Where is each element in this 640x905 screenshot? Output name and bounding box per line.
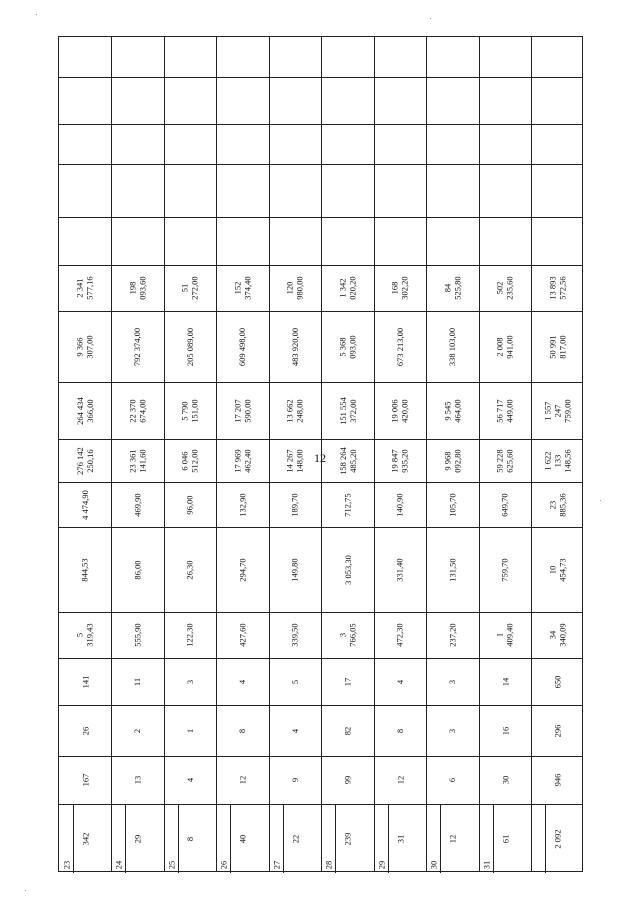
- value-text: 759,70: [500, 557, 510, 582]
- value-text: 23 361 141,60: [127, 448, 148, 473]
- value-text: 82: [342, 726, 353, 735]
- value-text: 294,70: [237, 557, 248, 582]
- value-text: 6 046 512,00: [180, 448, 200, 473]
- value-text: 99: [342, 775, 353, 785]
- table-cell-c9: [479, 382, 531, 439]
- value-text: 11: [132, 677, 143, 686]
- number-divider: [283, 804, 284, 873]
- row-number: [531, 857, 545, 873]
- row-number: [269, 857, 283, 873]
- table-cell-c7: [269, 482, 321, 527]
- table-cell-c8: [269, 439, 321, 482]
- value-text: 3: [447, 728, 458, 733]
- row-number-text: 23: [61, 860, 71, 870]
- table-cell-c6: [269, 527, 321, 612]
- table-cell-c3: [321, 705, 374, 756]
- value-text: 31: [395, 834, 405, 843]
- table-cell-c2: [216, 756, 269, 804]
- number-divider: [73, 804, 74, 873]
- value-text: 9 366 307,00: [75, 334, 95, 359]
- value-text: 122,30: [185, 623, 195, 647]
- row-number-text: 25: [166, 860, 176, 870]
- value-text: 5 790 151,00: [180, 398, 200, 423]
- table-cell-c4: [164, 658, 216, 705]
- value-text: 673 213,00: [395, 327, 405, 366]
- table-cell-c7: [426, 482, 479, 527]
- table-cell-c3: [531, 705, 584, 756]
- table-cell-c11: [216, 265, 269, 311]
- number-divider: [178, 804, 179, 873]
- value-text: 40: [237, 834, 248, 843]
- value-text: 86,00: [132, 559, 143, 580]
- table-cell-c8: [374, 439, 426, 482]
- table-cell-c4: [479, 658, 531, 705]
- table-cell-c11: [321, 265, 374, 311]
- value-text: 140,90: [395, 492, 405, 517]
- table-cell-c7: [59, 482, 111, 527]
- value-text: 4: [290, 728, 300, 733]
- value-text: 14 267 148,00: [285, 448, 305, 473]
- table-cell-c7: [374, 482, 426, 527]
- table-cell-c11: [426, 265, 479, 311]
- value-text: 342: [80, 832, 90, 845]
- row-number-text: 30: [428, 860, 438, 870]
- table-cell-c9: [164, 382, 216, 439]
- table-cell-c2: [164, 756, 216, 804]
- value-text: 8: [185, 836, 195, 841]
- value-text: 84 525,80: [442, 276, 463, 300]
- table-cell-c4: [269, 658, 321, 705]
- value-text: 9 968 092,80: [442, 448, 463, 473]
- value-text: 151 554 372,00: [337, 396, 358, 425]
- page-number-text: 12: [314, 451, 326, 465]
- value-text: 17 207 590,00: [232, 398, 253, 423]
- table-cell-c2: [59, 756, 111, 804]
- table-cell-c4: [426, 658, 479, 705]
- table-cell-c6: [164, 527, 216, 612]
- table-cell-c9: [426, 382, 479, 439]
- table-cell-c5: [111, 612, 164, 658]
- row-number-text: 29: [376, 860, 386, 870]
- value-text: 2 092: [552, 828, 563, 849]
- table-cell-c6: [111, 527, 164, 612]
- table-cell-c5: [164, 612, 216, 658]
- table-cell-c3: [374, 705, 426, 756]
- table-cell-c8: [426, 439, 479, 482]
- table-cell-c5: [321, 612, 374, 658]
- row-number: [374, 857, 388, 873]
- value-text: 205 089,00: [185, 327, 195, 366]
- table-cell-c6: [531, 527, 584, 612]
- table-cell-c3: [164, 705, 216, 756]
- value-text: 120 980,00: [285, 276, 305, 300]
- table-cell-c3: [479, 705, 531, 756]
- value-text: 17 969 462,40: [232, 448, 253, 473]
- value-text: 296: [552, 724, 563, 737]
- table-cell-c2: [426, 756, 479, 804]
- table-cell-c9: [269, 382, 321, 439]
- value-text: 12: [237, 775, 248, 785]
- value-text: 152 374,40: [232, 276, 253, 300]
- table-cell-c2: [321, 756, 374, 804]
- value-text: 23 885,36: [547, 492, 568, 517]
- value-text: 469,90: [132, 492, 143, 517]
- value-text: 34 340,09: [547, 623, 568, 647]
- table-cell-c10: [479, 311, 531, 382]
- value-text: 946: [552, 773, 563, 787]
- value-text: 237,20: [447, 623, 458, 647]
- table-cell-c6: [59, 527, 111, 612]
- value-text: 3: [447, 679, 458, 684]
- row-number: [111, 857, 125, 873]
- table-cell-c5: [59, 612, 111, 658]
- table-cell-c8: [479, 439, 531, 482]
- value-text: 1 409,40: [495, 623, 515, 647]
- table-cell-c10: [269, 311, 321, 382]
- number-divider: [545, 804, 546, 873]
- value-text: 2 008 941,00: [495, 334, 515, 359]
- value-text: 650: [552, 675, 563, 688]
- value-text: 339,50: [290, 623, 300, 647]
- table-cell-c4: [374, 658, 426, 705]
- row-number-text: 28: [323, 860, 333, 870]
- table-cell-c5: [426, 612, 479, 658]
- row-number-text: 27: [271, 860, 281, 870]
- value-text: 609 498,00: [237, 327, 248, 366]
- table-cell-c11: [59, 265, 111, 311]
- table-cell-c5: [269, 612, 321, 658]
- table-cell-c9: [111, 382, 164, 439]
- table-cell-c5: [216, 612, 269, 658]
- table-cell-c3: [111, 705, 164, 756]
- value-text: 9: [290, 777, 300, 783]
- table-cell-c8: [59, 439, 111, 482]
- number-divider: [440, 804, 441, 873]
- value-text: 10 454,73: [547, 557, 568, 582]
- value-text: 3 766,05: [337, 623, 358, 647]
- table-cell-c2: [111, 756, 164, 804]
- value-text: 149,80: [290, 557, 300, 582]
- value-text: 239: [342, 832, 353, 845]
- table-cell-c5: [374, 612, 426, 658]
- value-text: 4 474,90: [80, 489, 90, 520]
- table-cell-c7: [216, 482, 269, 527]
- value-text: 555,90: [132, 623, 143, 647]
- table-cell-c7: [164, 482, 216, 527]
- table-cell-c2: [374, 756, 426, 804]
- value-text: 26: [80, 726, 90, 735]
- table-cell-c10: [374, 311, 426, 382]
- table-cell-c9: [374, 382, 426, 439]
- value-text: 502 235,60: [495, 276, 515, 300]
- table-cell-c8: [321, 439, 374, 482]
- table-cell-c11: [479, 265, 531, 311]
- table-cell-c9: [59, 382, 111, 439]
- table-cell-c5: [479, 612, 531, 658]
- table-cell-c9: [216, 382, 269, 439]
- value-text: 50 991 817,00: [547, 334, 568, 359]
- value-text: 264 434 366,00: [75, 396, 95, 425]
- value-text: 105,70: [447, 492, 458, 517]
- value-text: 4: [185, 777, 195, 783]
- value-text: 96,00: [185, 494, 195, 515]
- value-text: 12: [395, 775, 405, 785]
- value-text: 649,70: [500, 492, 510, 517]
- value-text: 19 006 420,00: [390, 398, 410, 423]
- table-cell-c4: [59, 658, 111, 705]
- number-divider: [388, 804, 389, 873]
- value-text: 331,40: [395, 557, 405, 582]
- value-text: 5 319,43: [75, 623, 95, 647]
- value-text: 14: [500, 677, 510, 686]
- value-text: 472,30: [395, 623, 405, 647]
- value-text: 19 847 935,20: [390, 448, 410, 473]
- value-text: 6: [447, 777, 458, 783]
- row-number: [426, 857, 440, 873]
- table-cell-c10: [111, 311, 164, 382]
- table-cell-c9: [321, 382, 374, 439]
- value-text: 61: [500, 834, 510, 843]
- number-divider: [493, 804, 494, 873]
- number-divider: [335, 804, 336, 873]
- value-text: 1 557 247 759,00: [542, 398, 573, 423]
- table-cell-c7: [531, 482, 584, 527]
- table-cell-c9: [531, 382, 584, 439]
- table-cell-c8: [164, 439, 216, 482]
- value-text: 2 341 577,16: [75, 276, 95, 300]
- row-number-text: 31: [481, 860, 491, 870]
- number-divider: [125, 804, 126, 873]
- table-cell-c11: [374, 265, 426, 311]
- table-cell-c7: [321, 482, 374, 527]
- value-text: 792 374,00: [132, 327, 143, 366]
- value-text: 3: [185, 679, 195, 684]
- value-text: 51 272,00: [180, 276, 200, 300]
- table-cell-c3: [216, 705, 269, 756]
- table-cell-c10: [426, 311, 479, 382]
- value-text: 29: [132, 834, 143, 843]
- value-text: 132,90: [237, 492, 248, 517]
- table-cell-c3: [269, 705, 321, 756]
- value-text: 141: [80, 675, 90, 688]
- value-text: 168 302,20: [390, 276, 410, 300]
- row-number: [321, 857, 335, 873]
- table-cell-c8: [216, 439, 269, 482]
- data-table: [58, 36, 583, 872]
- value-text: 198 093,60: [127, 276, 148, 300]
- row-number-text: 26: [218, 860, 228, 870]
- value-text: 5 368 093,00: [337, 334, 358, 359]
- value-text: 56 717 449,00: [495, 398, 515, 423]
- table-cell-c7: [111, 482, 164, 527]
- table-cell-c10: [164, 311, 216, 382]
- table-cell-c11: [531, 265, 584, 311]
- table-cell-c11: [269, 265, 321, 311]
- value-text: 8: [237, 728, 248, 733]
- value-text: 13 893 572,56: [547, 276, 568, 300]
- table-cell-c4: [111, 658, 164, 705]
- table-cell-c6: [216, 527, 269, 612]
- number-divider: [230, 804, 231, 873]
- value-text: 276 142 250,16: [75, 446, 95, 475]
- table-cell-c10: [216, 311, 269, 382]
- table-cell-c6: [479, 527, 531, 612]
- table-cell-c6: [374, 527, 426, 612]
- value-text: 26,30: [185, 559, 195, 580]
- value-text: 30: [500, 775, 510, 785]
- table-cell-c4: [321, 658, 374, 705]
- table-cell-c6: [426, 527, 479, 612]
- table-cell-c7: [479, 482, 531, 527]
- value-text: 13: [132, 775, 143, 785]
- table-cell-c8: [531, 439, 584, 482]
- value-text: 9 545 464,00: [442, 398, 463, 423]
- table-cell-c11: [164, 265, 216, 311]
- value-text: 1 342 020,20: [337, 276, 358, 300]
- value-text: 712,75: [342, 492, 353, 517]
- value-text: 167: [80, 773, 90, 787]
- value-text: 338 103,00: [447, 327, 458, 366]
- row-number: [216, 857, 230, 873]
- value-text: 189,70: [290, 492, 300, 517]
- table-cell-c3: [426, 705, 479, 756]
- value-text: 158 264 485,20: [337, 446, 358, 475]
- value-text: 17: [342, 677, 353, 686]
- row-number: [164, 857, 178, 873]
- value-text: 483 920,00: [290, 327, 300, 366]
- table-cell-c8: [111, 439, 164, 482]
- value-text: 16: [500, 726, 510, 735]
- value-text: 4: [237, 679, 248, 684]
- value-text: 4: [395, 679, 405, 684]
- row-number: [59, 857, 73, 873]
- value-text: 1 622 133 148,56: [542, 448, 573, 473]
- table-cell-c4: [216, 658, 269, 705]
- row-number: [479, 857, 493, 873]
- table-cell-c10: [321, 311, 374, 382]
- table-cell-c4: [531, 658, 584, 705]
- table-cell-c2: [479, 756, 531, 804]
- table-cell-c10: [531, 311, 584, 382]
- table-cell-c6: [321, 527, 374, 612]
- value-text: 8: [395, 728, 405, 733]
- row-number-text: 24: [113, 860, 123, 870]
- table-cell-c11: [111, 265, 164, 311]
- value-text: 59 228 625,60: [495, 448, 515, 473]
- value-text: 1: [185, 728, 195, 733]
- table-cell-c5: [531, 612, 584, 658]
- table-cell-c10: [59, 311, 111, 382]
- table-cell-c2: [531, 756, 584, 804]
- value-text: 844,53: [80, 557, 90, 582]
- value-text: 22 370 674,00: [127, 398, 148, 423]
- table-cell-c2: [269, 756, 321, 804]
- table-cell-c3: [59, 705, 111, 756]
- value-text: 427,60: [237, 623, 248, 647]
- value-text: 2: [132, 728, 143, 733]
- value-text: 22: [290, 834, 300, 843]
- value-text: 12: [447, 834, 458, 843]
- value-text: 5: [290, 679, 300, 684]
- value-text: 3 053,30: [342, 554, 353, 585]
- value-text: 131,50: [447, 557, 458, 582]
- value-text: 13 662 248,00: [285, 398, 305, 423]
